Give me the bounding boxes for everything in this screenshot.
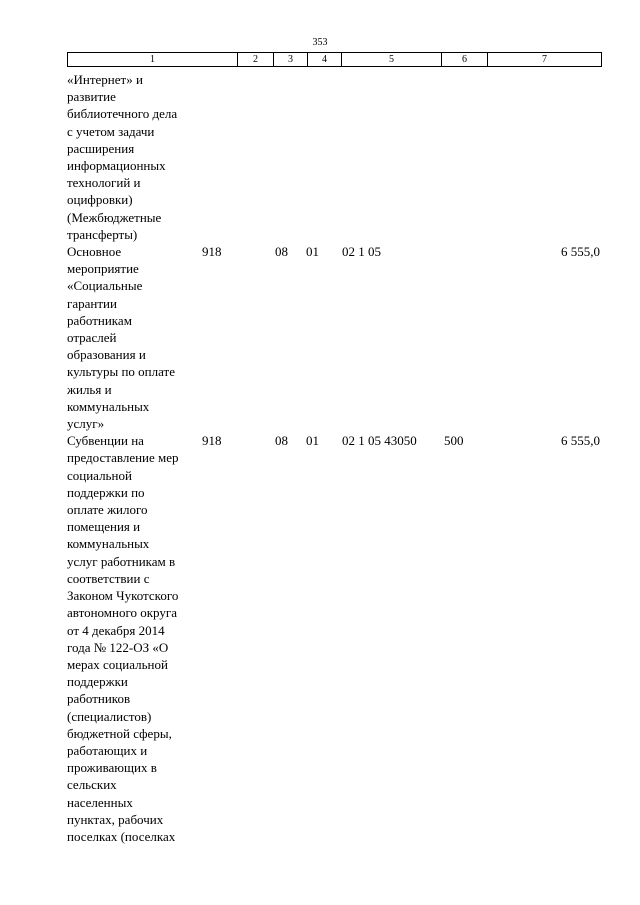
row-expense-type: 500 [444,433,464,449]
row-section: 08 [275,244,288,260]
row-description: Субвенции на предоставление мер социальной поддержки по оплате жилого помещения и коммунальных услуг работникам в соответствии с Законом Чукотского автономного округа от 4 декабря 2014 года № 122-ОЗ «О мерах социальной поддержки работников (специалистов) бюджетной сферы, работающих и проживающих в сельских населенных пунктах, рабочих поселках (поселках [67,433,179,844]
header-col-4: 4 [308,53,342,66]
header-col-5: 5 [342,53,442,66]
table-row [67,432,600,845]
page-number: 353 [312,37,328,48]
row-amount: 6 555,0 [561,433,600,449]
table-row [67,243,600,432]
row-section: 08 [275,433,288,449]
row-description: Основное мероприятие «Социальные гарантии работникам отраслей образования и культуры по оплате жилья и коммунальных услуг» [67,244,176,432]
row-subsection: 01 [306,244,319,260]
header-col-1: 1 [68,53,238,66]
row-amount: 6 555,0 [561,244,600,260]
row-subsection: 01 [306,433,319,449]
header-col-7: 7 [542,54,547,65]
header-col-3: 3 [274,53,308,66]
budget-table-body [67,71,600,845]
header-col-2: 2 [238,53,274,66]
row-admin-code: 918 [202,433,222,449]
table-row [67,71,600,243]
row-target-article: 02 1 05 [342,244,381,260]
row-description: «Интернет» и развитие библиотечного дела с учетом задачи расширения информационных технологий и оцифровки) (Межбюджетные трансферты) [67,72,178,242]
header-col-6: 6 [442,53,488,66]
row-admin-code: 918 [202,244,222,260]
row-target-article: 02 1 05 43050 [342,433,417,449]
table-header [67,52,602,67]
